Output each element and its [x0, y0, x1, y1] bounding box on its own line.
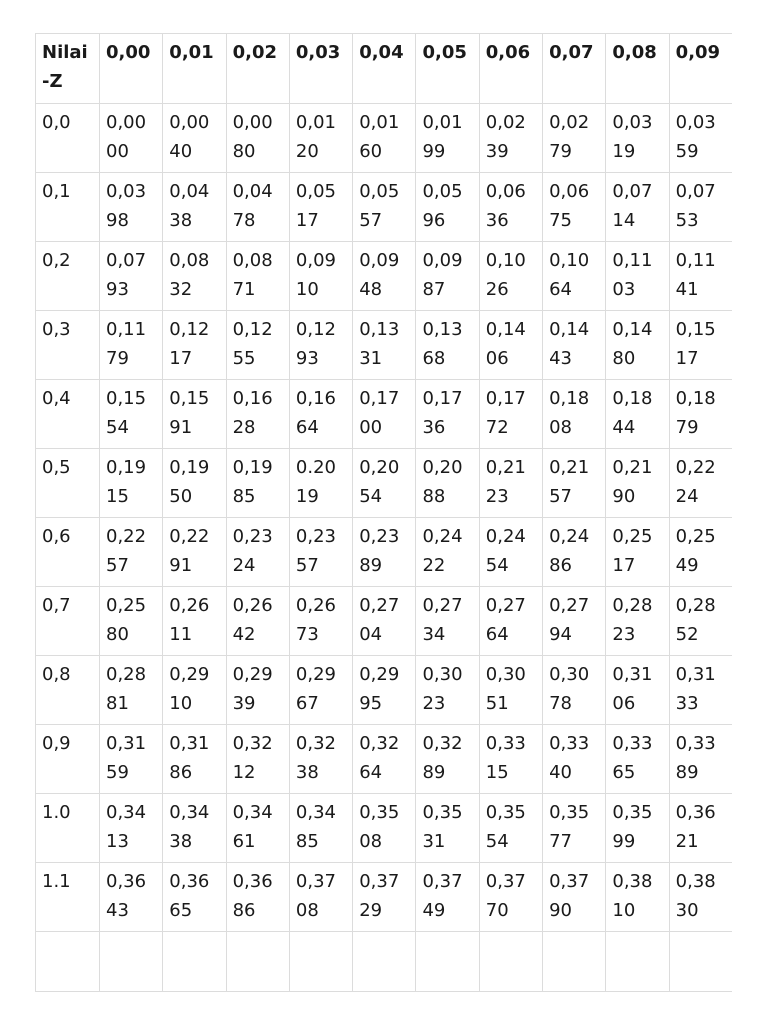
probability-cell: 0,0359: [669, 104, 732, 173]
probability-cell: 0,3159: [100, 725, 163, 794]
probability-cell: [100, 932, 163, 992]
table-row: [36, 380, 733, 449]
row-z-value-cell: 0,6: [36, 518, 100, 587]
probability-cell: 0,2580: [100, 587, 163, 656]
header-cell: 0,04: [353, 34, 416, 104]
probability-cell: 0,1985: [226, 449, 289, 518]
table-header: [36, 34, 733, 104]
row-z-value-cell: 0,5: [36, 449, 100, 518]
probability-cell: 0,1844: [606, 380, 669, 449]
probability-cell: 0,1026: [479, 242, 542, 311]
probability-cell: 0,2324: [226, 518, 289, 587]
probability-cell: 0,3186: [163, 725, 226, 794]
probability-cell: 0,2704: [353, 587, 416, 656]
probability-cell: 0,3238: [289, 725, 352, 794]
table-row: [36, 104, 733, 173]
probability-cell: 0,1331: [353, 311, 416, 380]
probability-cell: 0,3413: [100, 794, 163, 863]
header-cell: 0,01: [163, 34, 226, 104]
probability-cell: 0,3264: [353, 725, 416, 794]
probability-cell: 0,2123: [479, 449, 542, 518]
probability-cell: [606, 932, 669, 992]
row-z-value-cell: 0,1: [36, 173, 100, 242]
probability-cell: 0,1255: [226, 311, 289, 380]
probability-cell: 0,2764: [479, 587, 542, 656]
probability-cell: 0,2852: [669, 587, 732, 656]
probability-cell: 0,2734: [416, 587, 479, 656]
header-cell: Nilai-Z: [36, 34, 100, 104]
table-row: [36, 242, 733, 311]
probability-cell: 0,1480: [606, 311, 669, 380]
probability-cell: 0,2088: [416, 449, 479, 518]
probability-cell: 0,1179: [100, 311, 163, 380]
probability-cell: 0,3106: [606, 656, 669, 725]
probability-cell: 0.2019: [289, 449, 352, 518]
probability-cell: 0,0871: [226, 242, 289, 311]
probability-cell: 0,3577: [543, 794, 606, 863]
probability-cell: 0,1406: [479, 311, 542, 380]
probability-cell: 0,1950: [163, 449, 226, 518]
probability-cell: 0,1293: [289, 311, 352, 380]
probability-cell: 0,0517: [289, 173, 352, 242]
probability-cell: 0,0793: [100, 242, 163, 311]
probability-cell: 0,3340: [543, 725, 606, 794]
probability-cell: 0,3051: [479, 656, 542, 725]
z-table-container: [35, 33, 732, 993]
probability-cell: 0,1700: [353, 380, 416, 449]
probability-cell: 0,3438: [163, 794, 226, 863]
header-cell: 0,06: [479, 34, 542, 104]
table-row: [36, 173, 733, 242]
probability-cell: 0,3790: [543, 863, 606, 932]
probability-cell: 0,1664: [289, 380, 352, 449]
header-cell: 0,00: [100, 34, 163, 104]
probability-cell: 0,1217: [163, 311, 226, 380]
probability-cell: [543, 932, 606, 992]
table-row: [36, 311, 733, 380]
probability-cell: 0,0279: [543, 104, 606, 173]
table-row: [36, 587, 733, 656]
header-cell: 0,07: [543, 34, 606, 104]
probability-cell: 0,0596: [416, 173, 479, 242]
probability-cell: 0,3078: [543, 656, 606, 725]
probability-cell: [163, 932, 226, 992]
probability-cell: 0,3485: [289, 794, 352, 863]
row-z-value-cell: 0,4: [36, 380, 100, 449]
probability-cell: 0,2549: [669, 518, 732, 587]
row-z-value-cell: 0,2: [36, 242, 100, 311]
probability-cell: 0,2190: [606, 449, 669, 518]
header-cell: 0,02: [226, 34, 289, 104]
probability-cell: 0,0478: [226, 173, 289, 242]
probability-cell: [289, 932, 352, 992]
probability-cell: 0,1591: [163, 380, 226, 449]
probability-cell: 0,0832: [163, 242, 226, 311]
probability-cell: 0,3531: [416, 794, 479, 863]
probability-cell: [226, 932, 289, 992]
probability-cell: 0,3643: [100, 863, 163, 932]
probability-cell: 0,3365: [606, 725, 669, 794]
probability-cell: 0,3770: [479, 863, 542, 932]
probability-cell: 0,3289: [416, 725, 479, 794]
probability-cell: 0,3599: [606, 794, 669, 863]
probability-cell: 0,1736: [416, 380, 479, 449]
probability-cell: 0,3665: [163, 863, 226, 932]
row-z-value-cell: 0,7: [36, 587, 100, 656]
header-cell: 0,09: [669, 34, 732, 104]
probability-cell: 0,1443: [543, 311, 606, 380]
table-row: [36, 863, 733, 932]
probability-cell: 0,0199: [416, 104, 479, 173]
table-row: [36, 656, 733, 725]
probability-cell: 0,3621: [669, 794, 732, 863]
probability-cell: 0,1628: [226, 380, 289, 449]
probability-cell: 0,3133: [669, 656, 732, 725]
header-cell: 0,08: [606, 34, 669, 104]
probability-cell: 0,3749: [416, 863, 479, 932]
probability-cell: 0,2224: [669, 449, 732, 518]
row-z-value-cell: [36, 932, 100, 992]
probability-cell: 0,0636: [479, 173, 542, 242]
probability-cell: 0,0948: [353, 242, 416, 311]
row-z-value-cell: 0,8: [36, 656, 100, 725]
probability-cell: 0,1772: [479, 380, 542, 449]
z-table: [35, 33, 732, 992]
probability-cell: 0,0319: [606, 104, 669, 173]
probability-cell: 0,0987: [416, 242, 479, 311]
probability-cell: 0,0160: [353, 104, 416, 173]
probability-cell: 0,1368: [416, 311, 479, 380]
probability-cell: [669, 932, 732, 992]
probability-cell: 0,2642: [226, 587, 289, 656]
row-z-value-cell: 0,0: [36, 104, 100, 173]
probability-cell: 0,0080: [226, 104, 289, 173]
probability-cell: [416, 932, 479, 992]
probability-cell: 0,2823: [606, 587, 669, 656]
probability-cell: [479, 932, 542, 992]
probability-cell: 0,3212: [226, 725, 289, 794]
table-row: [36, 932, 733, 992]
probability-cell: 0,2881: [100, 656, 163, 725]
probability-cell: 0,2910: [163, 656, 226, 725]
row-z-value-cell: 1.0: [36, 794, 100, 863]
probability-cell: 0,0398: [100, 173, 163, 242]
probability-cell: 0,3830: [669, 863, 732, 932]
probability-cell: 0,0910: [289, 242, 352, 311]
probability-cell: 0,2454: [479, 518, 542, 587]
probability-cell: 0,0714: [606, 173, 669, 242]
probability-cell: 0,3686: [226, 863, 289, 932]
probability-cell: 0,3023: [416, 656, 479, 725]
probability-cell: 0,0000: [100, 104, 163, 173]
header-cell: 0,03: [289, 34, 352, 104]
probability-cell: 0,0675: [543, 173, 606, 242]
probability-cell: 0,1517: [669, 311, 732, 380]
probability-cell: 0,1103: [606, 242, 669, 311]
probability-cell: 0,2389: [353, 518, 416, 587]
table-row: [36, 794, 733, 863]
probability-cell: 0,1808: [543, 380, 606, 449]
table-row: [36, 518, 733, 587]
header-cell: 0,05: [416, 34, 479, 104]
probability-cell: 0,1554: [100, 380, 163, 449]
probability-cell: 0,2054: [353, 449, 416, 518]
table-body: [36, 104, 733, 992]
probability-cell: 0,0239: [479, 104, 542, 173]
probability-cell: 0,3508: [353, 794, 416, 863]
probability-cell: 0,1879: [669, 380, 732, 449]
probability-cell: 0,3708: [289, 863, 352, 932]
probability-cell: 0,2995: [353, 656, 416, 725]
row-z-value-cell: 1.1: [36, 863, 100, 932]
table-row: [36, 449, 733, 518]
probability-cell: 0,3461: [226, 794, 289, 863]
probability-cell: 0,2257: [100, 518, 163, 587]
probability-cell: 0,2291: [163, 518, 226, 587]
probability-cell: 0,2517: [606, 518, 669, 587]
header-row: [36, 34, 733, 104]
probability-cell: 0,3729: [353, 863, 416, 932]
probability-cell: 0,0557: [353, 173, 416, 242]
probability-cell: 0,2673: [289, 587, 352, 656]
probability-cell: 0,2967: [289, 656, 352, 725]
probability-cell: 0,2422: [416, 518, 479, 587]
probability-cell: 0,0040: [163, 104, 226, 173]
table-row: [36, 725, 733, 794]
probability-cell: 0,2157: [543, 449, 606, 518]
probability-cell: 0,2357: [289, 518, 352, 587]
probability-cell: 0,1064: [543, 242, 606, 311]
probability-cell: 0,2939: [226, 656, 289, 725]
row-z-value-cell: 0,3: [36, 311, 100, 380]
probability-cell: 0,3315: [479, 725, 542, 794]
probability-cell: 0,1141: [669, 242, 732, 311]
probability-cell: 0,0120: [289, 104, 352, 173]
probability-cell: 0,3554: [479, 794, 542, 863]
probability-cell: 0,0753: [669, 173, 732, 242]
probability-cell: 0,2611: [163, 587, 226, 656]
probability-cell: 0,3810: [606, 863, 669, 932]
probability-cell: [353, 932, 416, 992]
probability-cell: 0,2486: [543, 518, 606, 587]
probability-cell: 0,3389: [669, 725, 732, 794]
probability-cell: 0,0438: [163, 173, 226, 242]
probability-cell: 0,1915: [100, 449, 163, 518]
probability-cell: 0,2794: [543, 587, 606, 656]
row-z-value-cell: 0,9: [36, 725, 100, 794]
